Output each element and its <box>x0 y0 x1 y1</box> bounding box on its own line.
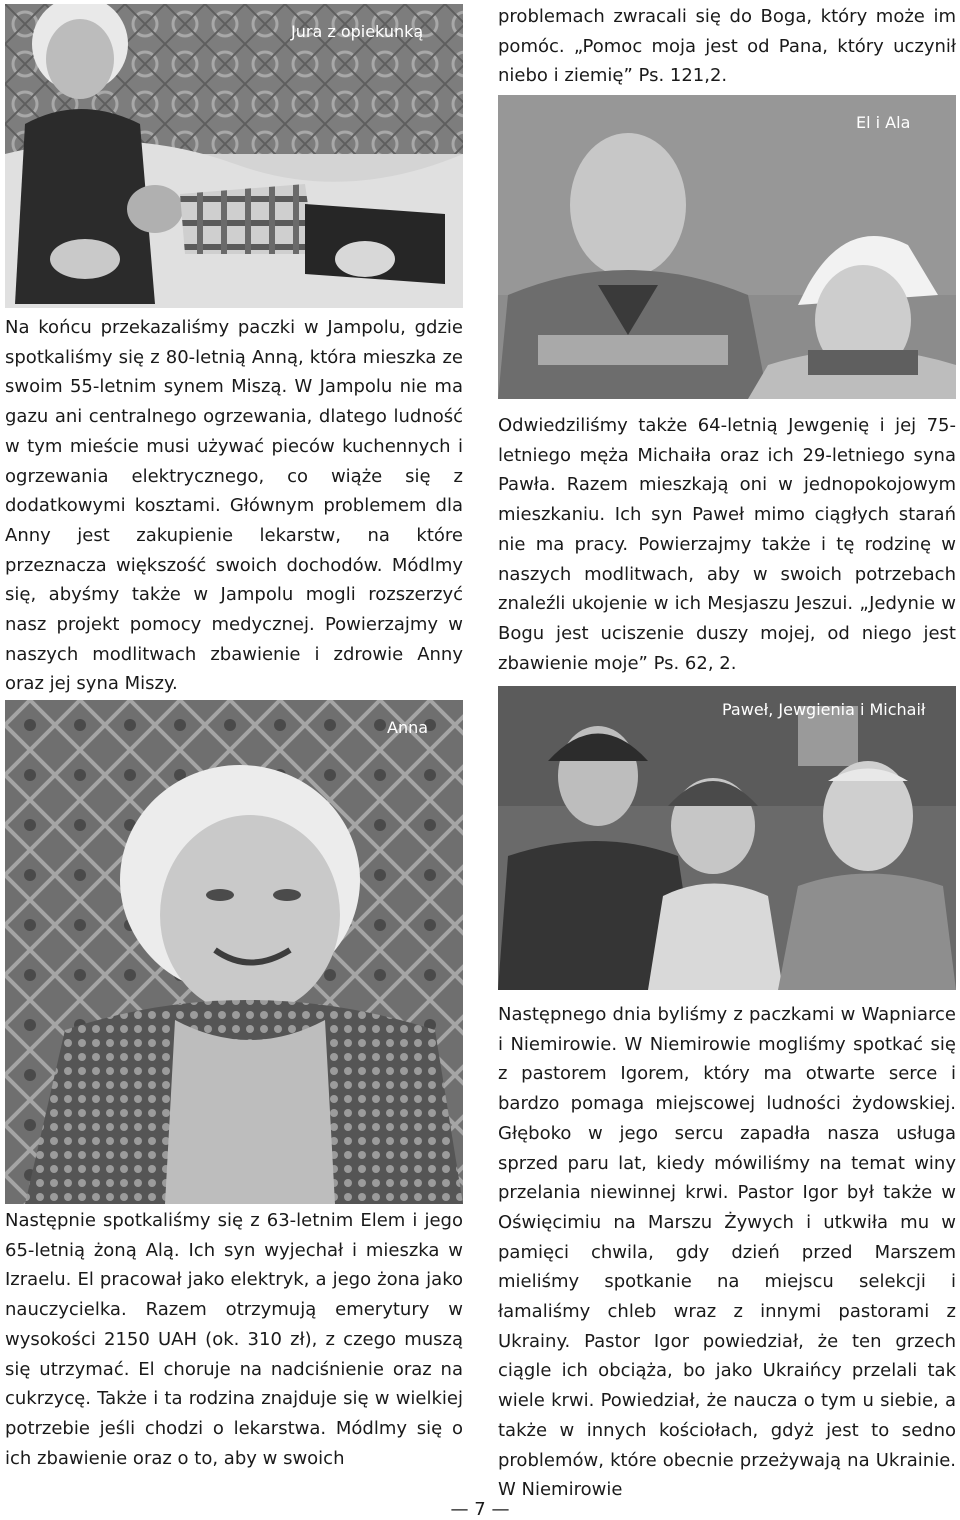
photo-jura-with-caretaker <box>5 4 463 308</box>
photo-caption: Anna <box>387 718 429 737</box>
paragraph-left-jampol: Na końcu przekazaliśmy paczki w Jampolu, gdzie spotkaliśmy się z 80-letnią Anną, która mieszka ze swoim 55-letnim synem Miszą. W Jampolu nie ma gazu ani centralnego ogrzewania, dlatego ludność w tym mieście musi używać pieców kuchennych i ogrzewania elektrycznego, co wiąże się z dodatkowymi kosztami. Głównym problemem dla Anny jest zakupienie lekarstw, na które przeznacza większość swoich dochodów. Módlmy się, abyśmy także w Jampolu mogli rozszerzyć nasz projekt pomocy medycznej. Powierzajmy w naszych modlitwach zbawienie i zdrowie Anny oraz jej syna Miszy. <box>5 317 463 695</box>
photo-anna-image <box>5 700 463 1204</box>
paragraph-right-niemirow: Następnego dnia byliśmy z paczkami w Wapniarce i Niemirowie. W Niemirowie mogliśmy spotkać się z pastorem Igorem, który ma otwarte serce i bardzo pomaga miejscowej ludności żydowskiej. Głęboko w jego sercu zapadła nasza usługa sprzed paru lat, kiedy mówiliśmy na temat winy przelania niewinnej krwi. Pastor Igor był także w Oświęcimiu na Marszu Żywych i utkwiła mu w pamięci chwila, gdy dzień przed Marszem mieliśmy spotkanie na miejscu selekcji i łamaliśmy chleb wraz z innymi pastorami z Ukrainy. Pastor Igor powiedział, że ten grzech ciągle ich obciąża, bo jako Ukraińcy przelali tak wiele krwi. Powiedział, że naucza o tym u siebie, a także w innych kościołach, gdyż jest to sedno problemów, które obecnie przeżywają na Ukrainie. W Niemirowie <box>498 1004 956 1501</box>
photo-pawel-jewgienia-michail <box>498 686 956 990</box>
page-number: — 7 — <box>450 1499 510 1520</box>
photo-el-ala-image <box>498 95 956 399</box>
photo-jura-image <box>5 4 463 308</box>
photo-caption: Paweł, Jewgienia i Michaił <box>722 700 926 719</box>
paragraph-right-top: problemach zwracali się do Boga, który może im pomóc. „Pomoc moja jest od Pana, który uczynił niebo i ziemię” Ps. 121,2. <box>498 6 956 87</box>
paragraph-right-jewgienia: Odwiedziliśmy także 64-letnią Jewgenię i jej 75-letniego męża Michaiła oraz ich 29-letniego syna Pawła. Razem mieszkają oni w jednopokojowym mieszkaniu. Ich syn Paweł mimo ciągłych starań nie ma pracy. Powierzajmy także i tę rodzinę w naszych modlitwach, aby w swoich potrzebach znaleźli ukojenie w ich Mesjaszu Jeszui. „Jedynie w Bogu jest uciszenie duszy mojej, od niego jest zbawienie moje” Ps. 62, 2. <box>498 415 956 674</box>
photo-caption: Jura z opiekunką <box>291 22 424 41</box>
photo-caption: El i Ala <box>856 113 911 132</box>
photo-anna <box>5 700 463 1204</box>
photo-family-image <box>498 686 956 990</box>
photo-el-and-ala <box>498 95 956 399</box>
paragraph-left-el-ala: Następnie spotkaliśmy się z 63-letnim Elem i jego 65-letnią żoną Alą. Ich syn wyjechał i mieszka w Izraelu. El pracował jako elektryk, a jego żona jako nauczycielka. Razem otrzymują emerytury w wysokości 2150 UAH (ok. 310 zł), z czego muszą się utrzymać. El choruje na nadciśnienie oraz na cukrzycę. Także i ta rodzina znajduje się w wielkiej potrzebie jeśli chodzi o lekarstwa. Módlmy się o ich zbawienie oraz o to, aby w swoich <box>5 1210 463 1469</box>
